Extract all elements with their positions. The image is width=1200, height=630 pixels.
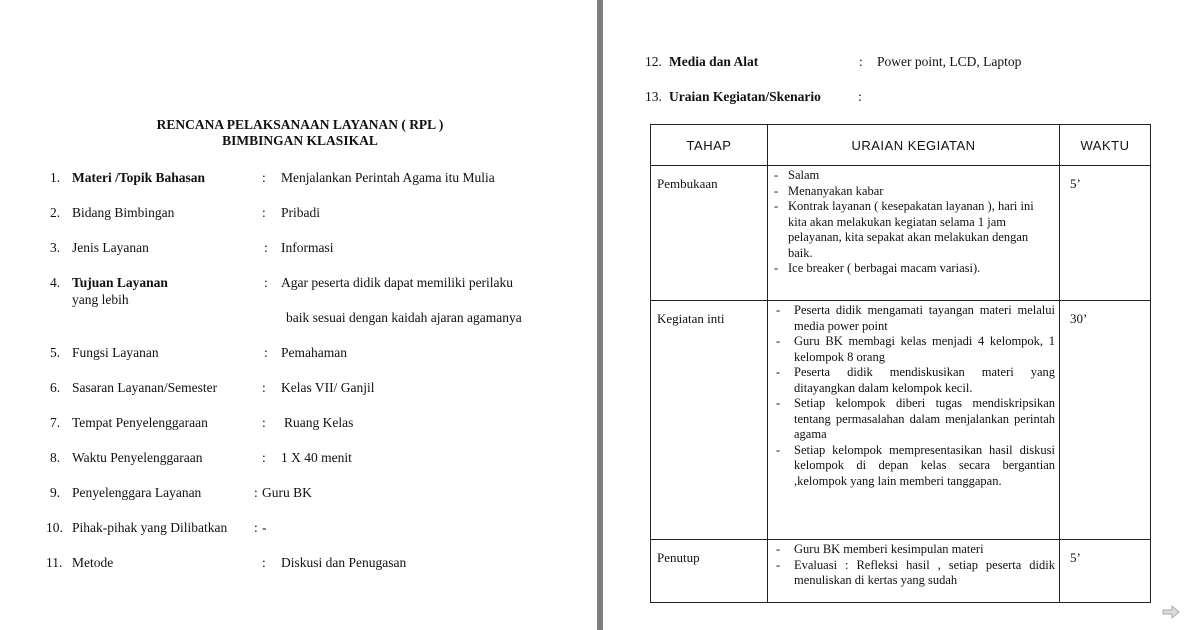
document-page-left <box>0 0 597 630</box>
item-colon: : <box>262 555 266 570</box>
item-number: 11. <box>46 555 63 570</box>
stage-cell: Kegiatan inti <box>651 301 768 540</box>
item-value-continuation: baik sesuai dengan kaidah ajaran agamanya <box>286 310 522 325</box>
document-subtitle: BIMBINGAN KLASIKAL <box>222 133 378 148</box>
item-label: Fungsi Layanan <box>72 345 159 360</box>
item-number: 10. <box>46 520 63 535</box>
item-label: Metode <box>72 555 114 570</box>
item-colon: : <box>264 240 268 255</box>
item-label: Waktu Penyelenggaraan <box>72 450 203 465</box>
table-row <box>651 301 1151 540</box>
item-value: Pemahaman <box>281 345 347 360</box>
item-number: 1. <box>50 170 61 185</box>
activity-item: - Guru BK membagi kelas menjadi 4 kelompok, 1 kelompok 8 orang <box>776 334 1055 364</box>
activity-item: - Evaluasi : Refleksi hasil , setiap peserta didik menuliskan di kertas yang sudah <box>776 557 1055 587</box>
item-label: Penyelenggara Layanan <box>72 485 202 500</box>
item-value: Ruang Kelas <box>284 415 354 430</box>
stage-cell: Pembukaan <box>651 166 768 301</box>
activity-item: - Peserta didik mendiskusikan materi yang ditayangkan dalam kelompok kecil. <box>776 365 1055 395</box>
document-page-right <box>603 0 1200 630</box>
activity-item: - Guru BK memberi kesimpulan materi <box>776 542 984 556</box>
item-colon: : <box>264 345 268 360</box>
activity-list <box>768 166 1059 277</box>
activity-item: - Setiap kelompok diberi tugas mendiskripsikan tentang permasalahan dalam menjalankan perintah agama <box>776 396 1055 441</box>
arrow-right-icon[interactable] <box>1162 605 1180 624</box>
item-label: Sasaran Layanan/Semester <box>72 380 218 395</box>
activities-cell <box>768 540 1060 603</box>
item-number: 2. <box>50 205 61 220</box>
item-value: Menjalankan Perintah Agama itu Mulia <box>281 170 495 185</box>
item-number: 9. <box>50 485 61 500</box>
column-header-stage: TAHAP <box>651 125 768 166</box>
time-cell: 5’ <box>1060 540 1151 603</box>
activity-item: - Menanyakan kabar <box>774 183 884 198</box>
stage-cell: Penutup <box>651 540 768 603</box>
activity-list <box>768 540 1059 588</box>
item-value: Diskusi dan Penugasan <box>281 555 407 570</box>
item-number: 4. <box>50 275 61 290</box>
item-colon: : <box>859 54 863 69</box>
table-row <box>651 540 1151 603</box>
item-colon: : <box>262 415 266 430</box>
activity-item: - Salam <box>774 168 820 182</box>
item-number: 7. <box>50 415 61 430</box>
activity-item: - Ice breaker ( berbagai macam variasi). <box>774 261 981 275</box>
item-label: Media dan Alat <box>669 54 759 69</box>
activity-list <box>768 301 1059 489</box>
item-label: Pihak-pihak yang Dilibatkan <box>72 520 228 535</box>
item-colon: : <box>264 275 268 290</box>
item-colon: : <box>262 170 266 185</box>
activities-cell <box>768 166 1060 301</box>
column-header-activities: URAIAN KEGIATAN <box>768 125 1060 166</box>
item-colon: : <box>262 380 266 395</box>
item-label: Materi /Topik Bahasan <box>72 170 206 185</box>
time-cell: 30’ <box>1060 301 1151 540</box>
activity-item: - Setiap kelompok mempresentasikan hasil diskusi kelompok di depan kelas secara bergantian ,kelompok yang lain memberi tanggapan. <box>776 442 1055 488</box>
time-cell: 5’ <box>1060 166 1151 301</box>
item-number: 3. <box>50 240 61 255</box>
item-value: Guru BK <box>262 485 312 500</box>
scenario-table <box>650 124 1151 603</box>
item-value: Informasi <box>281 240 334 255</box>
item-value: Pribadi <box>281 205 320 220</box>
item-number: 12. <box>645 54 662 69</box>
item-number: 8. <box>50 450 61 465</box>
item-label: Uraian Kegiatan/Skenario <box>669 89 821 104</box>
item-colon: : <box>858 89 862 104</box>
table-header-row <box>651 125 1151 166</box>
item-value: 1 X 40 menit <box>281 450 352 465</box>
item-label: Tempat Penyelenggaraan <box>72 415 208 430</box>
item-number: 5. <box>50 345 61 360</box>
table-row <box>651 166 1151 301</box>
item-number: 13. <box>645 89 662 104</box>
item-label: Bidang Bimbingan <box>72 205 175 220</box>
activities-cell <box>768 301 1060 540</box>
item-colon: : <box>254 485 258 500</box>
item-value: Agar peserta didik dapat memiliki perilaku <box>281 275 514 290</box>
item-value: Kelas VII/ Ganjil <box>281 380 375 395</box>
item-label: Jenis Layanan <box>72 240 149 255</box>
item-colon: : <box>254 520 258 535</box>
item-label-continuation: yang lebih <box>72 292 129 307</box>
document-title: RENCANA PELAKSANAAN LAYANAN ( RPL ) <box>156 117 444 132</box>
item-value: Power point, LCD, Laptop <box>877 54 1022 69</box>
activity-item: - Kontrak layanan ( kesepakatan layanan ), hari ini kita akan melakukan kegiatan selama 1 jam pelayanan, kita sepakat akan melakukan dengan baik. <box>774 199 1034 260</box>
item-number: 6. <box>50 380 61 395</box>
activity-item: - Peserta didik mengamati tayangan materi melalui media power point <box>776 303 1055 333</box>
item-label: Tujuan Layanan <box>72 275 168 290</box>
column-header-time: WAKTU <box>1060 125 1151 166</box>
item-colon: : <box>262 205 266 220</box>
item-colon: : <box>262 450 266 465</box>
item-value: - <box>262 520 267 535</box>
